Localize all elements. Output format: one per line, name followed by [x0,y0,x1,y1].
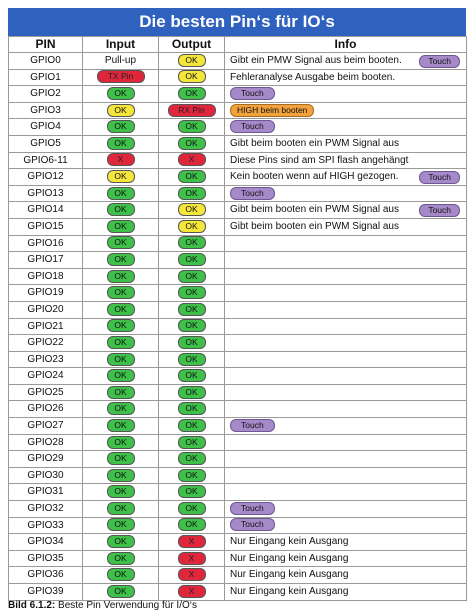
output-status-badge: OK [178,87,206,100]
input-cell [83,351,159,368]
output-status-badge: OK [178,203,206,216]
table-row [9,434,467,451]
pin-cell: GPIO17 [9,252,83,269]
info-cell [225,235,467,252]
info-cell [225,534,467,551]
input-status-badge: OK [107,452,135,465]
output-cell [159,152,225,169]
output-cell [159,335,225,352]
info-cell [225,135,467,152]
caption-text: Beste Pin Verwendung für I/O‘s [55,600,197,611]
pin-cell: GPIO22 [9,335,83,352]
output-cell [159,501,225,518]
input-status-badge: OK [107,253,135,266]
caption-label: Bild 6.1.2: [8,600,56,611]
touch-badge: Touch [419,204,460,217]
input-status-badge: OK [107,402,135,415]
pin-cell: GPIO1 [9,69,83,86]
table-row [9,235,467,252]
output-cell [159,135,225,152]
output-status-badge: X [178,535,206,548]
pin-cell: GPIO39 [9,584,83,601]
input-cell [83,169,159,186]
output-cell [159,218,225,235]
table-row [9,252,467,269]
info-cell [225,301,467,318]
info-cell [225,218,467,235]
input-status-badge: OK [107,336,135,349]
table-row [9,135,467,152]
pin-cell: GPIO31 [9,484,83,501]
output-cell [159,252,225,269]
info-cell [225,434,467,451]
table-row [9,418,467,435]
output-cell [159,268,225,285]
input-cell [83,368,159,385]
input-cell [83,285,159,302]
input-status-badge: OK [107,419,135,432]
info-cell [225,567,467,584]
output-cell [159,567,225,584]
info-cell [225,268,467,285]
info-cell [225,517,467,534]
output-status-badge: OK [178,137,206,150]
info-cell [225,584,467,601]
output-cell [159,401,225,418]
input-status-badge: OK [107,353,135,366]
info-cell [225,252,467,269]
input-cell [83,451,159,468]
output-status-badge: OK [178,253,206,266]
info-cell [225,202,467,219]
input-cell [83,235,159,252]
input-cell [83,467,159,484]
pin-cell: GPIO27 [9,418,83,435]
output-cell [159,102,225,119]
input-cell [83,185,159,202]
header-row [9,37,467,53]
info-text: Gibt beim booten ein PWM Signal aus [230,137,399,149]
info-text: Nur Eingang kein Ausgang [230,586,349,597]
input-status-badge: OK [107,436,135,449]
info-cell [225,285,467,302]
table-row [9,517,467,534]
output-status-badge: OK [178,353,206,366]
info-text: Nur Eingang kein Ausgang [230,569,349,581]
info-cell [225,86,467,103]
info-text: Fehleranalyse Ausgabe beim booten. [230,71,396,83]
output-status-badge: X [178,568,206,581]
header-input: Input [83,37,159,53]
output-cell [159,467,225,484]
pin-cell: GPIO19 [9,285,83,302]
table-row [9,401,467,418]
pin-cell: GPIO0 [9,53,83,70]
output-cell [159,534,225,551]
input-status-badge: OK [107,203,135,216]
pin-cell: GPIO21 [9,318,83,335]
output-status-badge: OK [178,319,206,332]
info-cell [225,451,467,468]
info-text: Nur Eingang kein Ausgang [230,552,349,564]
pin-cell: GPIO24 [9,368,83,385]
input-cell [83,418,159,435]
input-cell [83,86,159,103]
info-text: Gibt ein PMW Signal aus beim booten. [230,55,402,66]
input-cell [83,434,159,451]
input-status-badge: OK [107,518,135,531]
info-text: Nur Eingang kein Ausgang [230,536,349,548]
input-cell [83,318,159,335]
input-status-badge: OK [107,104,135,117]
header-output: Output [159,37,225,53]
header-pin: PIN [9,37,83,53]
input-cell [83,135,159,152]
info-cell [225,152,467,169]
info-cell [225,69,467,86]
output-status-badge: OK [178,187,206,200]
input-status-badge: OK [107,170,135,183]
output-cell [159,318,225,335]
touch-badge: Touch [419,171,460,184]
table-row [9,550,467,567]
input-status-badge: OK [107,319,135,332]
touch-badge: Touch [230,518,275,531]
table-row [9,567,467,584]
table-row [9,351,467,368]
pin-cell: GPIO25 [9,384,83,401]
output-status-badge: X [178,153,206,166]
pin-cell: GPIO3 [9,102,83,119]
output-status-badge: OK [178,452,206,465]
info-cell [225,384,467,401]
output-cell [159,368,225,385]
pin-cell: GPIO5 [9,135,83,152]
output-cell [159,235,225,252]
high-boot-badge: HIGH beim booten [230,104,314,117]
pin-cell: GPIO33 [9,517,83,534]
input-cell [83,268,159,285]
output-cell [159,434,225,451]
output-cell [159,451,225,468]
output-status-badge: OK [178,402,206,415]
pin-cell: GPIO29 [9,451,83,468]
input-status-badge: OK [107,220,135,233]
input-status-badge: X [107,153,135,166]
input-status-badge: OK [107,585,135,598]
pin-cell: GPIO16 [9,235,83,252]
info-cell [225,185,467,202]
figure-caption [8,600,197,611]
output-status-badge: OK [178,220,206,233]
table-row [9,119,467,136]
input-status-badge: OK [107,535,135,548]
output-cell [159,202,225,219]
output-cell [159,418,225,435]
input-status-badge: Pull-up [104,54,137,66]
output-cell [159,351,225,368]
output-cell [159,550,225,567]
input-cell [83,567,159,584]
output-status-badge: OK [178,270,206,283]
touch-badge: Touch [230,187,275,200]
output-cell [159,53,225,70]
input-status-badge: OK [107,303,135,316]
output-status-badge: OK [178,485,206,498]
input-cell [83,484,159,501]
pin-cell: GPIO26 [9,401,83,418]
input-status-badge: OK [107,469,135,482]
input-cell [83,501,159,518]
input-status-badge: OK [107,137,135,150]
table-row [9,185,467,202]
info-cell [225,484,467,501]
info-cell [225,418,467,435]
output-cell [159,86,225,103]
table-row [9,451,467,468]
output-status-badge: OK [178,518,206,531]
output-status-badge: OK [178,236,206,249]
pin-table [8,36,467,601]
table-title: Die besten Pin‘s für IO‘s [8,8,466,36]
input-cell [83,534,159,551]
info-text: Kein booten wenn auf HIGH gezogen. [230,171,399,183]
table-row [9,584,467,601]
input-status-badge: OK [107,286,135,299]
pin-cell: GPIO13 [9,185,83,202]
table-row [9,268,467,285]
output-status-badge: X [178,585,206,598]
info-cell [225,119,467,136]
input-cell [83,69,159,86]
info-cell [225,318,467,335]
output-cell [159,484,225,501]
table-row [9,102,467,119]
output-status-badge: OK [178,369,206,382]
info-cell [225,401,467,418]
info-cell [225,501,467,518]
output-cell [159,517,225,534]
pin-cell: GPIO12 [9,169,83,186]
output-status-badge: OK [178,170,206,183]
table-row [9,384,467,401]
table-row [9,318,467,335]
output-status-badge: OK [178,502,206,515]
input-cell [83,119,159,136]
output-status-badge: OK [178,70,206,83]
table-row [9,169,467,186]
output-status-badge: OK [178,386,206,399]
pin-cell: GPIO18 [9,268,83,285]
pin-cell: GPIO32 [9,501,83,518]
info-text: Gibt beim booten ein PWM Signal aus [230,220,399,232]
output-status-badge: RX Pin [168,104,216,117]
output-status-badge: OK [178,419,206,432]
output-cell [159,285,225,302]
input-status-badge: OK [107,120,135,133]
input-cell [83,102,159,119]
info-cell [225,169,467,186]
output-status-badge: OK [178,303,206,316]
pin-cell: GPIO2 [9,86,83,103]
table-row [9,501,467,518]
output-status-badge: OK [178,286,206,299]
input-cell [83,252,159,269]
pin-cell: GPIO15 [9,218,83,235]
pin-cell: GPIO34 [9,534,83,551]
input-status-badge: TX Pin [97,70,145,83]
info-text: Gibt beim booten ein PWM Signal aus [230,204,399,216]
input-status-badge: OK [107,552,135,565]
info-cell [225,368,467,385]
input-status-badge: OK [107,386,135,399]
input-cell [83,202,159,219]
input-cell [83,53,159,70]
input-status-badge: OK [107,87,135,100]
info-cell [225,351,467,368]
input-status-badge: OK [107,236,135,249]
touch-badge: Touch [230,120,275,133]
table-row [9,86,467,103]
pin-cell: GPIO4 [9,119,83,136]
input-cell [83,218,159,235]
input-cell [83,152,159,169]
table-row [9,484,467,501]
table-row [9,53,467,70]
table-row [9,69,467,86]
output-cell [159,384,225,401]
info-cell [225,102,467,119]
info-cell [225,550,467,567]
table-row [9,534,467,551]
touch-badge: Touch [419,55,460,68]
table-row [9,285,467,302]
table-row [9,301,467,318]
info-cell [225,467,467,484]
input-status-badge: OK [107,187,135,200]
input-cell [83,335,159,352]
header-info: Info [225,37,467,53]
input-cell [83,584,159,601]
input-cell [83,401,159,418]
input-status-badge: OK [107,270,135,283]
pin-cell: GPIO6-11 [9,152,83,169]
pin-cell: GPIO36 [9,567,83,584]
output-cell [159,69,225,86]
table-row [9,467,467,484]
table-row [9,335,467,352]
pin-cell: GPIO20 [9,301,83,318]
output-status-badge: OK [178,54,206,67]
output-status-badge: OK [178,336,206,349]
output-status-badge: OK [178,436,206,449]
pin-cell: GPIO14 [9,202,83,219]
output-cell [159,584,225,601]
pin-cell: GPIO28 [9,434,83,451]
table-row [9,202,467,219]
table-row [9,368,467,385]
output-cell [159,169,225,186]
output-cell [159,185,225,202]
pin-cell: GPIO23 [9,351,83,368]
touch-badge: Touch [230,419,275,432]
input-status-badge: OK [107,502,135,515]
output-cell [159,119,225,136]
pin-cell: GPIO30 [9,467,83,484]
output-status-badge: OK [178,469,206,482]
input-cell [83,550,159,567]
table-row [9,152,467,169]
info-cell [225,335,467,352]
output-status-badge: X [178,552,206,565]
output-cell [159,301,225,318]
table-row [9,218,467,235]
input-status-badge: OK [107,485,135,498]
touch-badge: Touch [230,502,275,515]
touch-badge: Touch [230,87,275,100]
input-status-badge: OK [107,568,135,581]
pin-cell: GPIO35 [9,550,83,567]
input-cell [83,384,159,401]
info-text: Diese Pins sind am SPI flash angehängt [230,154,409,166]
output-status-badge: OK [178,120,206,133]
input-status-badge: OK [107,369,135,382]
info-cell [225,53,467,70]
input-cell [83,301,159,318]
input-cell [83,517,159,534]
